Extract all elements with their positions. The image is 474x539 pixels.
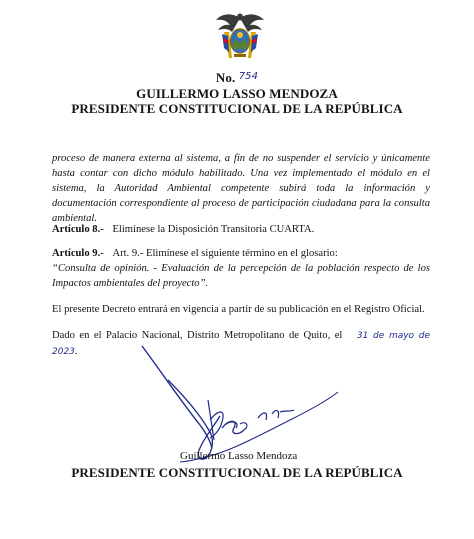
decree-number-line (0, 70, 474, 86)
article-8-text: Elimínese la Disposición Transitoria CUARTA. (112, 224, 315, 235)
intro-paragraph: proceso de manera externa al sistema, a fin de no suspender el servicio y únicamente hasta contar con dicho módulo habilitado. Una vez implementado el módulo en el sistema, la Autoridad Ambiental competente subirá toda la información y documentación correspondiente al proceso de participación ciudadana para la consulta ambiental. (52, 153, 430, 224)
coat-of-arms-emblem (215, 8, 265, 64)
dated-suffix: . (74, 346, 78, 357)
footer-title: PRESIDENTE CONSTITUCIONAL DE LA REPÚBLICA (71, 465, 403, 480)
dated-prefix: Dado en el Palacio Nacional, Distrito Metropolitano de Quito, el (52, 330, 343, 341)
article-9-quote: “Consulta de opinión. - Evaluación de la percepción de la población respecto de los Impactos ambientales del proyecto”. (52, 263, 430, 289)
decree-number-handwritten: 754 (238, 71, 259, 82)
article-8 (52, 222, 430, 237)
footer-name: Guillermo Lasso Mendoza (180, 450, 298, 462)
decree-number-label: No. (215, 70, 236, 85)
article-9-label: Artículo 9.- (52, 248, 104, 259)
article-8-label: Artículo 8.- (52, 224, 104, 235)
dated-line (52, 328, 430, 360)
dated-date-handwritten: 31 de mayo de 2023 (52, 331, 430, 357)
article-9 (52, 246, 430, 261)
article-9-text: Art. 9.- Elimínese el siguiente término en el glosario: (112, 248, 338, 259)
decree-validity: El presente Decreto entrará en vigencia a partir de su publicación en el Registro Oficial. (52, 304, 425, 315)
header-title: PRESIDENTE CONSTITUCIONAL DE LA REPÚBLICA (71, 101, 403, 116)
header-name: GUILLERMO LASSO MENDOZA (136, 86, 338, 101)
